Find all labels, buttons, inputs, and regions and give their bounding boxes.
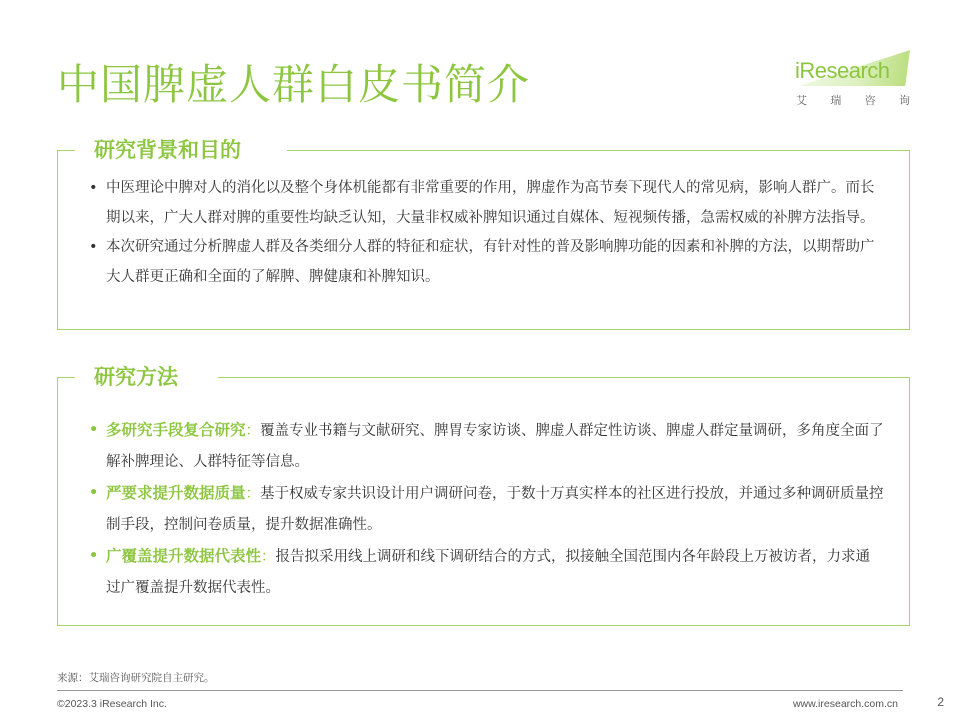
page-number: 2 — [937, 695, 944, 709]
section-border-line — [57, 150, 75, 151]
logo-subtitle-char: 艾 — [796, 94, 807, 107]
website-url: www.iresearch.com.cn — [792, 698, 898, 710]
page-title: 中国脾虚人群白皮书简介 — [57, 60, 531, 109]
list-item — [89, 174, 884, 233]
method-text: 基于权威专家共识设计用户调研问卷，于数十万真实样本的社区进行投放，并通过多种调研质量控制手段，控制问卷质量，提升数据准确性。 — [106, 486, 884, 533]
bullet-icon: • — [89, 239, 98, 255]
iresearch-logo — [790, 48, 915, 108]
method-heading: 严要求提升数据质量 — [106, 484, 246, 502]
method-text: 覆盖专业书籍与文献研究、脾胃专家访谈、脾虚人群定性访谈、脾虚人群定量调研，多角度全面了解补脾理论、人群特征等信息。 — [106, 423, 884, 470]
method-heading: 广覆盖提升数据代表性 — [106, 547, 262, 565]
copyright: ©2023.3 iResearch Inc. — [57, 698, 167, 710]
logo-subtitle-char: 瑞 — [830, 94, 842, 107]
method-colon: ： — [245, 423, 261, 439]
section-border-line — [218, 377, 910, 378]
method-text: 报告拟采用线上调研和线下调研结合的方式，拟接触全国范围内各年龄段上万被访者，力求通过广覆盖提升数据代表性。 — [106, 549, 871, 596]
background-bullet-list — [89, 174, 884, 292]
bullet-icon: • — [89, 548, 99, 564]
logo-subtitle — [796, 92, 910, 108]
section-heading-methods: 研究方法 — [94, 365, 178, 389]
section-heading-background: 研究背景和目的 — [94, 138, 241, 162]
list-item — [89, 233, 884, 292]
bullet-text: 中医理论中脾对人的消化以及整个身体机能都有非常重要的作用，脾虚作为高节奏下现代人的常见病，影响人群广。而长期以来，广大人群对脾的重要性均缺乏认知，大量非权威补脾知识通过自媒体、短视频传播，急需权威的补脾方法指导。 — [106, 180, 875, 226]
bullet-icon: • — [89, 180, 98, 196]
bullet-icon: • — [89, 422, 99, 438]
list-item — [89, 541, 884, 604]
method-colon: ： — [261, 549, 276, 565]
section-border-line — [287, 150, 910, 151]
list-item — [89, 415, 884, 478]
source-note: 来源：艾瑞咨询研究院自主研究。 — [57, 672, 215, 684]
section-border-line — [57, 377, 75, 378]
methods-section — [57, 365, 910, 626]
logo-brand-text: iResearch — [795, 58, 890, 83]
method-colon: ： — [245, 486, 261, 502]
bullet-icon: • — [89, 485, 99, 501]
logo-subtitle-char: 咨 — [864, 94, 876, 107]
logo-subtitle-char: 询 — [898, 94, 910, 107]
footer-divider — [57, 690, 903, 691]
list-item — [89, 478, 884, 541]
methods-bullet-list — [89, 415, 884, 604]
bullet-text: 本次研究通过分析脾虚人群及各类细分人群的特征和症状，有针对性的普及影响脾功能的因素和补脾的方法，以期帮助广大人群更正确和全面的了解脾、脾健康和补脾知识。 — [106, 239, 875, 285]
background-section — [57, 138, 910, 330]
method-heading: 多研究手段复合研究 — [106, 421, 246, 439]
